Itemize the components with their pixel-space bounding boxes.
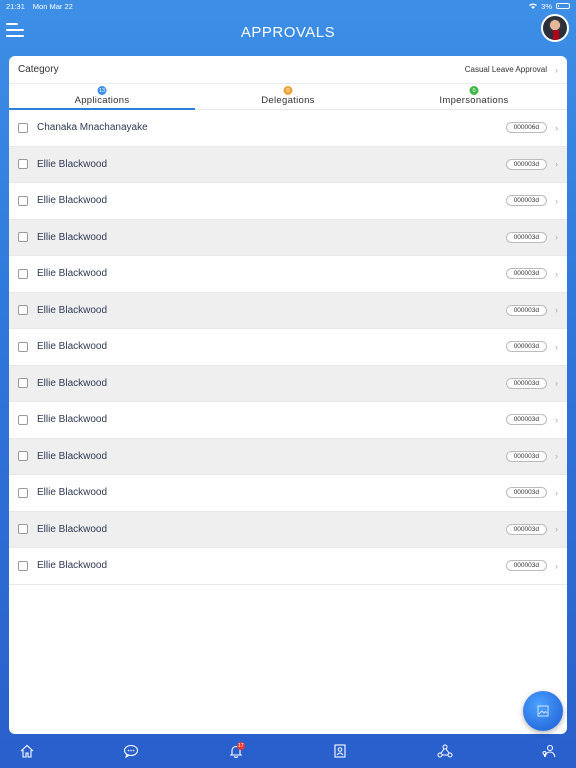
duration-badge: 000006d: [506, 122, 547, 133]
list-item[interactable]: [9, 548, 567, 585]
duration-badge: 000003d: [506, 378, 547, 389]
page-title: APPROVALS: [240, 23, 336, 41]
network-icon: [437, 744, 453, 763]
chevron-right-icon: ›: [555, 341, 558, 352]
status-right: [529, 2, 570, 11]
applicant-name: Ellie Blackwood: [37, 231, 108, 243]
chevron-right-icon: ›: [555, 378, 558, 389]
chevron-right-icon: ›: [555, 195, 558, 206]
chevron-right-icon: ›: [555, 524, 558, 535]
list-item[interactable]: [9, 439, 567, 476]
list-item[interactable]: [9, 366, 567, 403]
row-checkbox[interactable]: [18, 342, 28, 352]
nav-network[interactable]: [436, 738, 454, 768]
category-selector[interactable]: [9, 56, 567, 84]
list-item[interactable]: [9, 475, 567, 512]
list-item[interactable]: [9, 293, 567, 330]
applicant-name: Ellie Blackwood: [37, 304, 108, 316]
applicant-name: Ellie Blackwood: [37, 560, 108, 572]
chevron-right-icon: ›: [555, 159, 558, 170]
tab-count-badge: 0: [284, 86, 293, 95]
nav-bell[interactable]: [227, 738, 245, 768]
app-header: [0, 12, 576, 52]
chevron-right-icon: ›: [555, 305, 558, 316]
list-item[interactable]: [9, 256, 567, 293]
applicant-name: Chanaka Mnachanayake: [37, 122, 148, 134]
bottom-nav: [0, 738, 576, 768]
battery-icon: [556, 3, 570, 9]
list-item[interactable]: [9, 512, 567, 549]
list-item[interactable]: [9, 402, 567, 439]
tab-label: Delegations: [261, 95, 315, 106]
duration-badge: 000003d: [506, 159, 547, 170]
duration-badge: 000003d: [506, 341, 547, 352]
chevron-right-icon: ›: [555, 487, 558, 498]
duration-badge: 000003d: [506, 524, 547, 535]
chevron-right-icon: ›: [555, 232, 558, 243]
nav-contacts[interactable]: [331, 738, 349, 768]
duration-badge: 000003d: [506, 232, 547, 243]
row-checkbox[interactable]: [18, 451, 28, 461]
tab-count-badge: 0: [470, 86, 479, 95]
tab-label: Applications: [74, 95, 130, 106]
duration-badge: 000003d: [506, 305, 547, 316]
row-checkbox[interactable]: [18, 524, 28, 534]
tab-label: Impersonations: [439, 95, 509, 106]
user-key-icon: [541, 744, 557, 763]
category-label: Category: [18, 64, 59, 75]
notification-badge: 17: [238, 743, 244, 749]
row-checkbox[interactable]: [18, 415, 28, 425]
row-checkbox[interactable]: [18, 378, 28, 388]
nav-home[interactable]: [18, 738, 36, 768]
nav-user-key[interactable]: [540, 738, 558, 768]
wifi-icon: [529, 3, 537, 9]
list-item[interactable]: [9, 220, 567, 257]
avatar[interactable]: [541, 14, 569, 42]
list-item[interactable]: [9, 110, 567, 147]
chevron-right-icon: ›: [555, 122, 558, 133]
applicant-name: Ellie Blackwood: [37, 523, 108, 535]
image-icon: [537, 705, 549, 717]
row-checkbox[interactable]: [18, 269, 28, 279]
applicant-name: Ellie Blackwood: [37, 158, 108, 170]
chevron-right-icon: ›: [555, 268, 558, 279]
contacts-icon: [333, 744, 347, 763]
applicant-name: Ellie Blackwood: [37, 414, 108, 426]
nav-chat[interactable]: [122, 738, 140, 768]
fab-action-button[interactable]: [523, 691, 563, 731]
row-checkbox[interactable]: [18, 305, 28, 315]
duration-badge: 000003d: [506, 268, 547, 279]
applicant-name: Ellie Blackwood: [37, 268, 108, 280]
applicant-name: Ellie Blackwood: [37, 341, 108, 353]
chat-icon: [123, 744, 139, 763]
tab-count-badge: 13: [98, 87, 106, 94]
chevron-right-icon: ›: [555, 560, 558, 571]
row-checkbox[interactable]: [18, 232, 28, 242]
chevron-right-icon: ›: [555, 414, 558, 425]
applicant-name: Ellie Blackwood: [37, 377, 108, 389]
row-checkbox[interactable]: [18, 159, 28, 169]
status-bar: [0, 0, 576, 12]
category-value: Casual Leave Approval: [464, 65, 547, 74]
chevron-right-icon: ›: [555, 64, 558, 75]
duration-badge: 000003d: [506, 560, 547, 571]
applicant-name: Ellie Blackwood: [37, 195, 108, 207]
applicant-name: Ellie Blackwood: [37, 450, 108, 462]
approvals-card: [9, 56, 567, 734]
duration-badge: 000003d: [506, 195, 547, 206]
duration-badge: 000003d: [506, 414, 547, 425]
row-checkbox[interactable]: [18, 488, 28, 498]
row-checkbox[interactable]: [18, 561, 28, 571]
chevron-right-icon: ›: [555, 451, 558, 462]
status-date: Mon Mar 22: [32, 1, 73, 11]
menu-icon[interactable]: [6, 18, 28, 42]
duration-badge: 000003d: [506, 451, 547, 462]
list-item[interactable]: [9, 147, 567, 184]
list-item[interactable]: [9, 329, 567, 366]
tab-impersonations[interactable]: [381, 84, 567, 109]
list-item[interactable]: [9, 183, 567, 220]
status-time: 21:31: [6, 1, 25, 11]
tab-delegations[interactable]: [195, 84, 381, 109]
battery-percent: 3%: [541, 1, 552, 11]
home-icon: [20, 744, 34, 763]
applicant-name: Ellie Blackwood: [37, 487, 108, 499]
tab-applications[interactable]: [9, 84, 195, 109]
tab-bar: [9, 84, 567, 110]
row-checkbox[interactable]: [18, 196, 28, 206]
approval-list: [9, 110, 567, 585]
row-checkbox[interactable]: [18, 123, 28, 133]
duration-badge: 000003d: [506, 487, 547, 498]
